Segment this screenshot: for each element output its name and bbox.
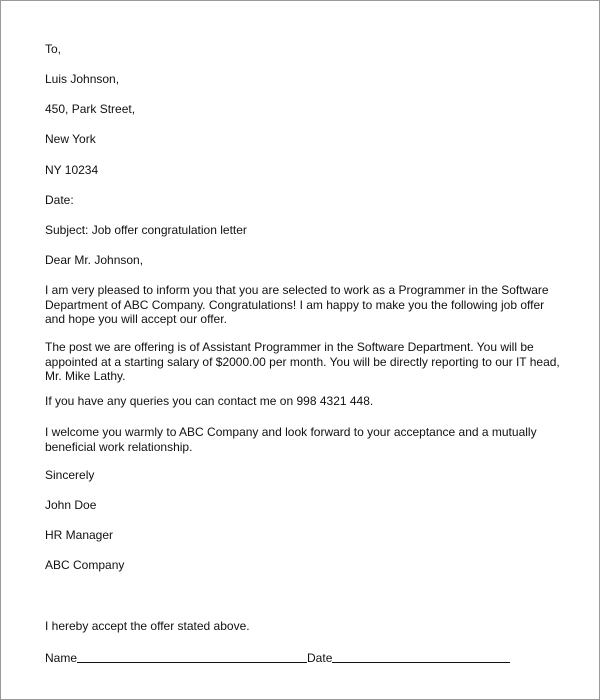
name-label: Name — [45, 651, 78, 665]
body-paragraph-1: I am very pleased to inform you that you are selected to work as a Programmer in the Software Department of ABC Company. Congratulations! I am happy to make you the following job offer and hope you will accept our offer. — [45, 283, 549, 326]
body-paragraph-3: If you have any queries you can contact me on 998 4321 448. — [45, 394, 374, 408]
date-label: Date: — [45, 193, 74, 207]
date-signature-line — [332, 650, 510, 663]
greeting: Dear Mr. Johnson, — [45, 253, 144, 267]
subject-line: Subject: Job offer congratulation letter — [45, 223, 247, 237]
name-signature-line — [77, 650, 307, 663]
sender-title: HR Manager — [45, 528, 114, 542]
address-zip: NY 10234 — [45, 163, 99, 177]
signature-row — [45, 650, 510, 665]
sender-name: John Doe — [45, 498, 97, 512]
closing: Sincerely — [45, 468, 95, 482]
address-city: New York — [45, 132, 96, 146]
sender-company: ABC Company — [45, 558, 125, 572]
address-street: 450, Park Street, — [45, 102, 136, 116]
recipient-name: Luis Johnson, — [45, 72, 120, 86]
date-field-label: Date — [307, 651, 333, 665]
body-paragraph-2: The post we are offering is of Assistant Programmer in the Software Department. You will be appointed at a starting salary of $2000.00 per month. You will be directly reporting to our IT head, Mr. Mike Lathy. — [45, 340, 560, 383]
body-paragraph-4: I welcome you warmly to ABC Company and look forward to your acceptance and a mutually beneficial work relationship. — [45, 425, 537, 454]
salutation-to: To, — [45, 42, 62, 56]
acceptance-statement: I hereby accept the offer stated above. — [45, 619, 250, 633]
